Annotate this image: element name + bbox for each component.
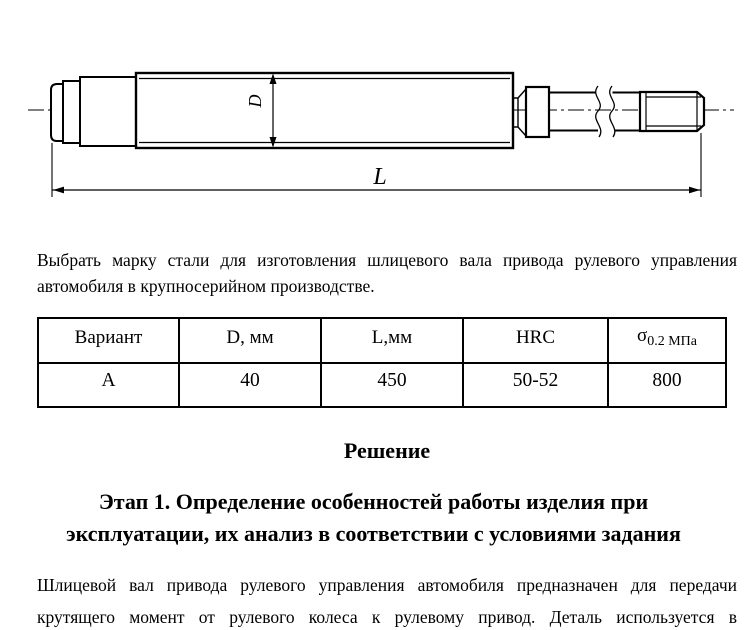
sigma-subscript: 0.2 МПа xyxy=(647,334,698,349)
dim-d-label: D xyxy=(245,94,265,108)
shaft-technical-drawing xyxy=(0,0,747,235)
cell-hrc: 50-52 xyxy=(463,363,608,407)
col-header-hrc: HRC xyxy=(463,318,608,363)
shaft-left-cap xyxy=(51,84,63,141)
col-header-sigma xyxy=(608,318,726,363)
shaft-ring xyxy=(63,81,80,143)
col-header-d: D, мм xyxy=(179,318,321,363)
stage1-heading-line-1: Этап 1. Определение особенностей работы изделия при xyxy=(98,489,649,514)
stage1-heading xyxy=(20,486,727,549)
break-curve-left xyxy=(596,86,601,137)
shaft-step-block xyxy=(80,77,136,146)
shaft-neck xyxy=(513,89,526,136)
shaft-main-cylinder xyxy=(136,73,513,148)
cell-sigma: 800 xyxy=(608,363,726,407)
task-line-2: автомобиля в крупносерийном производстве. xyxy=(37,275,375,296)
dim-l-label: L xyxy=(373,164,387,190)
body-line-2: крутящего момент от рулевого колеса к рулевому привод. Деталь используется в xyxy=(37,607,737,627)
dim-l-arrow-right xyxy=(689,187,700,194)
cell-l: 450 xyxy=(321,363,463,407)
stage1-body-paragraph xyxy=(37,569,737,630)
table-header-row xyxy=(38,318,726,363)
sigma-symbol: σ xyxy=(636,325,648,346)
thread-outline xyxy=(640,92,704,131)
task-line-1: Выбрать марку стали для изготовления шлицевого вала привода рулевого управления xyxy=(37,250,737,270)
thin-shaft-edges xyxy=(549,93,640,131)
dim-l-arrow-left xyxy=(53,187,64,194)
col-header-variant: Вариант xyxy=(38,318,179,363)
task-description xyxy=(37,248,737,299)
break-curve-right xyxy=(610,86,615,137)
body-line-1: Шлицевой вал привода рулевого управления автомобиля предназначен для передачи xyxy=(37,575,737,595)
table-data-row xyxy=(38,363,726,407)
shaft-collar xyxy=(526,87,549,137)
col-header-l: L,мм xyxy=(321,318,463,363)
parameters-table xyxy=(37,317,727,408)
cell-d: 40 xyxy=(179,363,321,407)
cell-variant: А xyxy=(38,363,179,407)
stage1-heading-line-2: эксплуатации, их анализ в соответствии с условиями задания xyxy=(66,520,681,546)
solution-title: Решение xyxy=(343,438,431,463)
